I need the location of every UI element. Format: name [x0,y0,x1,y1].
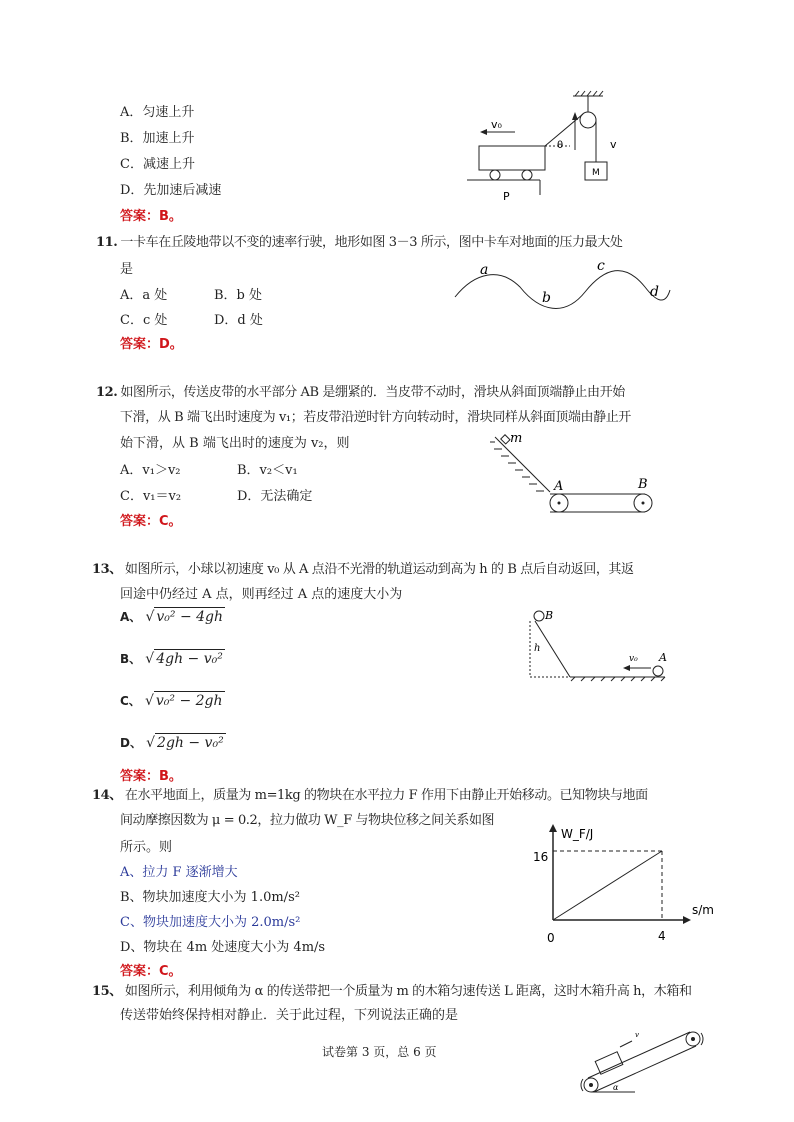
q12-line-3: 始下滑，从 B 端飞出时的速度为 v₂，则 [120,436,350,451]
q14-option-b: B、物块加速度大小为 1.0m/s² [120,890,300,905]
q14-line-1: 在水平地面上，质量为 m=1kg 的物块在水平拉力 F 作用下由静止开始移动。已知物块与地面 [124,788,648,803]
p-label: P [503,190,510,203]
option-label: A、 [120,610,142,624]
q13-first-line [92,558,634,577]
label-a: a [480,262,489,278]
m-label: m [510,431,523,446]
option-expr: v₀² − 4gh [156,609,224,625]
q10-option-d: D．先加速后减速 [120,183,222,198]
q11-option-a: A．a 处 [120,288,168,303]
q13-answer: 答案：B。 [120,769,182,784]
q15-number: 15、 [92,984,122,999]
x-tick-4: 4 [658,929,666,943]
q11-number: 11. [96,235,118,250]
q11-answer: 答案：D。 [120,337,183,352]
q11-option-c: C．c 处 [120,313,168,328]
q15-line-2: 传送带始终保持相对静止．关于此过程，下列说法正确的是 [120,1008,459,1023]
label-d: d [650,284,659,300]
q12-answer: 答案：C。 [120,514,182,529]
q11-text: 一卡车在丘陵地带以不变的速率行驶，地形如图 3－3 所示，图中卡车对地面的压力最大处 [120,235,623,250]
label-c: c [597,258,605,274]
q14-line-3: 所示。则 [120,840,173,855]
q14-first-line [92,784,648,803]
q13-line-1: 如图所示，小球以初速度 v₀ 从 A 点沿不光滑的轨道运动到高为 h 的 B 点后自动返回，其返 [124,562,634,577]
q14-option-c: C、物块加速度大小为 2.0m/s² [120,915,301,930]
q10-option-c: C．减速上升 [120,157,195,172]
y-axis-label: W_F/J [561,827,594,841]
q11-text2: 是 [120,262,134,277]
q14-answer: 答案：C。 [120,964,182,979]
q15-first-line [92,980,692,999]
label-b: b [542,290,551,306]
m-label: M [592,168,600,178]
option-expr: 4gh − v₀² [156,651,223,667]
q11-option-d: D．d 处 [214,313,263,328]
q14-number: 14、 [92,788,122,803]
q12-option-d: D．无法确定 [237,489,313,504]
b-label: B [545,609,554,622]
v-label: v [610,138,617,151]
theta-label: θ [557,140,564,151]
q12-option-a: A．v₁＞v₂ [120,463,181,478]
q14-work-graph [535,822,725,947]
option-label: B、 [120,652,142,666]
v0-label: v₀ [491,118,502,131]
q10-pulley-figure [465,90,615,210]
q11-first-line [96,231,622,250]
q15-line-1: 如图所示，利用倾角为 α 的传送带把一个质量为 m 的木箱匀速传送 L 距离，这时木箱升高 h，木箱和 [124,984,692,999]
q14-option-d: D、物块在 4m 处速度大小为 4m/s [120,940,326,955]
q13-option-c: C、 √ v₀² − 2gh [120,693,223,709]
q12-conveyor-figure [490,432,670,522]
a-label: A [554,479,564,494]
q10-option-a: A．匀速上升 [120,105,195,120]
q12-first-line [96,381,625,400]
origin-label: 0 [547,931,555,945]
q10-answer: 答案：B。 [120,209,182,224]
q13-option-d: D、 √ 2gh − v₀² [120,735,224,751]
alpha-label: α [613,1083,619,1092]
q14-option-a: A、拉力 F 逐渐增大 [120,865,238,880]
q13-line-2: 回途中仍经过 A 点，则再经过 A 点的速度大小为 [120,587,403,602]
q14-line-2: 间动摩擦因数为 μ = 0.2，拉力做功 W_F 与物块位移之间关系如图 [120,813,495,828]
q13-option-a: A、 √ v₀² − 4gh [120,609,224,625]
v-label: v [635,1031,639,1039]
q13-track-figure [525,605,670,685]
q12-number: 12. [96,385,118,400]
x-axis-label: s/m [692,903,714,917]
series-line [553,851,662,920]
page-footer: 试卷第 3 页，总 6 页 [322,1045,437,1059]
h-label: h [534,643,541,654]
option-expr: 2gh − v₀² [157,735,224,751]
q10-option-b: B．加速上升 [120,131,195,146]
option-expr: v₀² − 2gh [155,693,223,709]
v0-label: v₀ [629,654,638,664]
a-label: A [659,651,667,664]
q12-line-2: 下滑，从 B 端飞出时速度为 v₁；若皮带沿逆时针方向转动时，滑块同样从斜面顶端由静止开 [120,410,631,425]
q11-option-b: B．b 处 [214,288,263,303]
q12-option-b: B．v₂＜v₁ [237,463,298,478]
q11-terrain-figure [455,258,675,317]
q12-line-1: 如图所示，传送皮带的水平部分 AB 是绷紧的．当皮带不动时，滑块从斜面顶端静止由开始 [120,385,625,400]
q12-option-c: C．v₁＝v₂ [120,489,182,504]
q13-option-b: B、 √ 4gh − v₀² [120,651,223,667]
option-label: C、 [120,694,141,708]
y-tick-16: 16 [533,850,549,864]
q15-incline-belt-figure [575,1025,710,1100]
b-label: B [638,477,648,492]
option-label: D、 [120,736,142,750]
q13-number: 13、 [92,562,122,577]
